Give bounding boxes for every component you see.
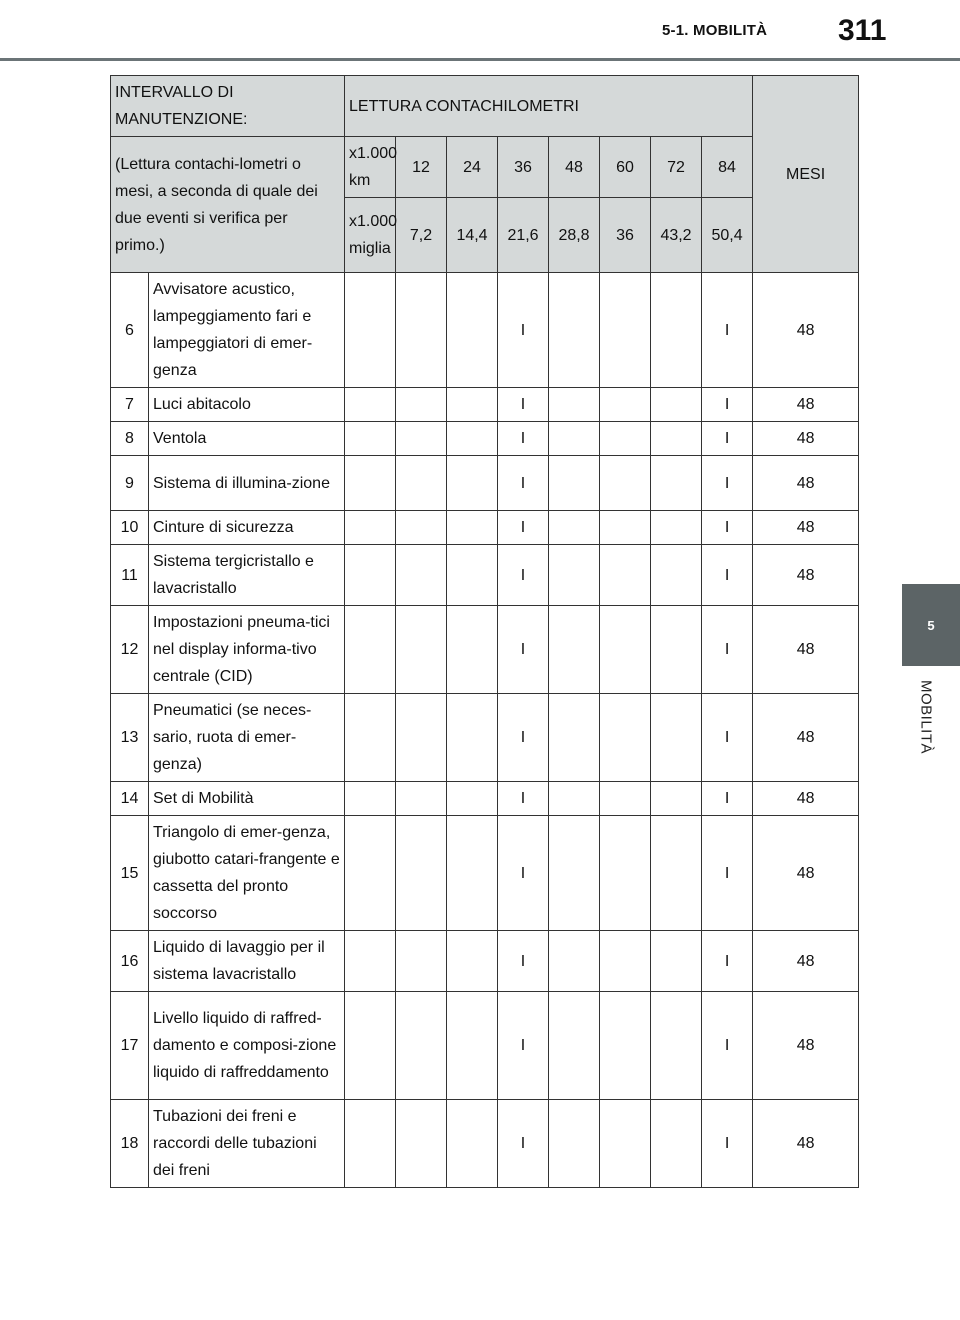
table-row <box>111 273 859 388</box>
interval-cell-mark: I <box>498 992 549 1100</box>
interval-cell <box>651 782 702 816</box>
interval-cell <box>549 422 600 456</box>
row-months: 48 <box>753 782 859 816</box>
interval-cell-mark: I <box>498 1100 549 1188</box>
interval-header: INTERVALLO DI MANUTENZIONE: <box>111 76 345 137</box>
interval-cell <box>345 606 396 694</box>
row-description: Livello liquido di raffred-damento e composi-zione liquido di raffreddamento <box>149 992 345 1100</box>
table-row <box>111 422 859 456</box>
interval-note: (Lettura contachi-lometri o mesi, a seconda di quale dei due eventi si verifica per primo.) <box>111 137 345 273</box>
table-row <box>111 1100 859 1188</box>
row-months: 48 <box>753 273 859 388</box>
interval-cell <box>345 273 396 388</box>
interval-cell-mark: I <box>498 931 549 992</box>
interval-cell-mark: I <box>702 816 753 931</box>
interval-cell <box>651 545 702 606</box>
row-description: Impostazioni pneuma-tici nel display informa-tivo centrale (CID) <box>149 606 345 694</box>
interval-cell <box>651 694 702 782</box>
interval-cell <box>447 992 498 1100</box>
interval-cell <box>651 511 702 545</box>
interval-cell-mark: I <box>498 511 549 545</box>
interval-cell <box>396 1100 447 1188</box>
interval-cell <box>549 816 600 931</box>
header-divider <box>0 58 960 61</box>
interval-cell <box>345 782 396 816</box>
row-months: 48 <box>753 511 859 545</box>
interval-cell-mark: I <box>498 694 549 782</box>
interval-cell <box>549 931 600 992</box>
row-number: 8 <box>111 422 149 456</box>
interval-cell <box>549 273 600 388</box>
row-description: Triangolo di emer-genza, giubotto catari-frangente e cassetta del pronto soccorso <box>149 816 345 931</box>
interval-cell <box>600 545 651 606</box>
header-row <box>111 76 859 137</box>
row-number: 6 <box>111 273 149 388</box>
interval-cell <box>396 992 447 1100</box>
table-row <box>111 545 859 606</box>
interval-cell <box>396 816 447 931</box>
interval-cell-mark: I <box>498 816 549 931</box>
interval-cell <box>549 511 600 545</box>
table-row <box>111 694 859 782</box>
interval-cell <box>549 456 600 511</box>
row-months: 48 <box>753 422 859 456</box>
km-value: 48 <box>549 137 600 198</box>
miles-value: 14,4 <box>447 198 498 273</box>
interval-cell <box>600 273 651 388</box>
row-months: 48 <box>753 545 859 606</box>
interval-cell <box>396 511 447 545</box>
interval-cell-mark: I <box>702 388 753 422</box>
row-number: 14 <box>111 782 149 816</box>
interval-cell <box>345 931 396 992</box>
chapter-tab[interactable] <box>902 584 960 666</box>
page-number: 311 <box>838 14 887 47</box>
interval-cell <box>345 545 396 606</box>
interval-cell-mark: I <box>702 545 753 606</box>
row-months: 48 <box>753 606 859 694</box>
interval-cell <box>651 422 702 456</box>
row-months: 48 <box>753 992 859 1100</box>
interval-cell <box>396 931 447 992</box>
interval-cell-mark: I <box>702 511 753 545</box>
maintenance-table <box>110 75 859 1188</box>
table-row <box>111 388 859 422</box>
km-unit: x1.000 km <box>345 137 396 198</box>
interval-cell-mark: I <box>498 456 549 511</box>
interval-cell <box>345 422 396 456</box>
row-number: 11 <box>111 545 149 606</box>
interval-cell <box>345 992 396 1100</box>
interval-cell <box>651 456 702 511</box>
interval-cell-mark: I <box>498 422 549 456</box>
interval-cell-mark: I <box>702 273 753 388</box>
interval-cell-mark: I <box>702 992 753 1100</box>
interval-cell <box>345 694 396 782</box>
interval-cell <box>600 992 651 1100</box>
km-value: 24 <box>447 137 498 198</box>
row-description: Luci abitacolo <box>149 388 345 422</box>
row-number: 10 <box>111 511 149 545</box>
interval-cell <box>396 456 447 511</box>
table-row <box>111 782 859 816</box>
row-months: 48 <box>753 388 859 422</box>
interval-cell-mark: I <box>498 606 549 694</box>
row-number: 17 <box>111 992 149 1100</box>
km-value: 84 <box>702 137 753 198</box>
interval-cell <box>396 273 447 388</box>
row-description: Sistema di illumina-zione <box>149 456 345 511</box>
miles-value: 36 <box>600 198 651 273</box>
miles-value: 43,2 <box>651 198 702 273</box>
interval-cell <box>549 1100 600 1188</box>
section-title: 5-1. MOBILITÀ <box>662 22 768 39</box>
interval-cell <box>447 273 498 388</box>
row-number: 18 <box>111 1100 149 1188</box>
km-value: 12 <box>396 137 447 198</box>
km-row <box>111 137 859 198</box>
interval-cell-mark: I <box>702 694 753 782</box>
odometer-header: LETTURA CONTACHILOMETRI <box>345 76 753 137</box>
table-row <box>111 456 859 511</box>
interval-cell <box>651 273 702 388</box>
interval-cell <box>600 1100 651 1188</box>
interval-cell <box>447 816 498 931</box>
row-number: 16 <box>111 931 149 992</box>
row-months: 48 <box>753 816 859 931</box>
interval-cell <box>600 456 651 511</box>
interval-cell <box>600 511 651 545</box>
km-value: 36 <box>498 137 549 198</box>
miles-value: 50,4 <box>702 198 753 273</box>
interval-cell <box>651 1100 702 1188</box>
table-row <box>111 606 859 694</box>
interval-cell <box>600 816 651 931</box>
interval-cell <box>447 606 498 694</box>
interval-cell <box>651 931 702 992</box>
row-number: 7 <box>111 388 149 422</box>
interval-cell <box>651 606 702 694</box>
interval-cell <box>549 992 600 1100</box>
interval-cell <box>600 694 651 782</box>
interval-cell <box>600 931 651 992</box>
interval-cell-mark: I <box>702 1100 753 1188</box>
miles-unit: x1.000 miglia <box>345 198 396 273</box>
km-value: 60 <box>600 137 651 198</box>
interval-cell <box>447 388 498 422</box>
table-row <box>111 816 859 931</box>
chapter-tab-number: 5 <box>927 617 935 633</box>
row-description: Liquido di lavaggio per il sistema lavacristallo <box>149 931 345 992</box>
interval-cell <box>447 694 498 782</box>
km-value: 72 <box>651 137 702 198</box>
table-row <box>111 511 859 545</box>
table-row <box>111 992 859 1100</box>
row-months: 48 <box>753 931 859 992</box>
interval-cell <box>396 694 447 782</box>
interval-cell <box>549 545 600 606</box>
interval-cell <box>396 422 447 456</box>
interval-cell-mark: I <box>702 782 753 816</box>
interval-cell <box>600 606 651 694</box>
row-months: 48 <box>753 1100 859 1188</box>
row-description: Avvisatore acustico, lampeggiamento fari e lampeggiatori di emer-genza <box>149 273 345 388</box>
interval-cell-mark: I <box>498 545 549 606</box>
interval-cell <box>447 1100 498 1188</box>
row-months: 48 <box>753 456 859 511</box>
interval-cell-mark: I <box>498 782 549 816</box>
row-description: Tubazioni dei freni e raccordi delle tubazioni dei freni <box>149 1100 345 1188</box>
interval-cell <box>396 388 447 422</box>
interval-cell <box>549 388 600 422</box>
interval-cell <box>396 606 447 694</box>
row-description: Cinture di sicurezza <box>149 511 345 545</box>
interval-cell <box>549 694 600 782</box>
interval-cell-mark: I <box>702 422 753 456</box>
interval-cell <box>396 545 447 606</box>
miles-value: 21,6 <box>498 198 549 273</box>
interval-cell-mark: I <box>498 273 549 388</box>
interval-cell <box>600 388 651 422</box>
row-number: 13 <box>111 694 149 782</box>
interval-cell <box>447 545 498 606</box>
interval-cell <box>651 388 702 422</box>
interval-cell-mark: I <box>702 456 753 511</box>
months-header: MESI <box>753 76 859 273</box>
interval-cell <box>600 782 651 816</box>
row-description: Set di Mobilità <box>149 782 345 816</box>
interval-cell <box>345 816 396 931</box>
row-description: Sistema tergicristallo e lavacristallo <box>149 545 345 606</box>
interval-cell <box>447 931 498 992</box>
interval-cell <box>345 1100 396 1188</box>
table-row <box>111 931 859 992</box>
interval-cell <box>345 511 396 545</box>
interval-cell-mark: I <box>498 388 549 422</box>
interval-cell <box>447 511 498 545</box>
interval-cell <box>549 606 600 694</box>
interval-cell <box>447 782 498 816</box>
row-number: 12 <box>111 606 149 694</box>
miles-value: 7,2 <box>396 198 447 273</box>
interval-cell <box>651 992 702 1100</box>
miles-value: 28,8 <box>549 198 600 273</box>
row-number: 9 <box>111 456 149 511</box>
row-months: 48 <box>753 694 859 782</box>
interval-cell <box>447 456 498 511</box>
interval-cell <box>600 422 651 456</box>
interval-cell <box>396 782 447 816</box>
chapter-tab-label: MOBILITÀ <box>917 680 935 755</box>
interval-cell-mark: I <box>702 931 753 992</box>
interval-cell <box>345 456 396 511</box>
row-description: Pneumatici (se neces-sario, ruota di emer-genza) <box>149 694 345 782</box>
interval-cell <box>549 782 600 816</box>
interval-cell <box>345 388 396 422</box>
interval-cell <box>447 422 498 456</box>
interval-cell-mark: I <box>702 606 753 694</box>
row-number: 15 <box>111 816 149 931</box>
row-description: Ventola <box>149 422 345 456</box>
interval-cell <box>651 816 702 931</box>
